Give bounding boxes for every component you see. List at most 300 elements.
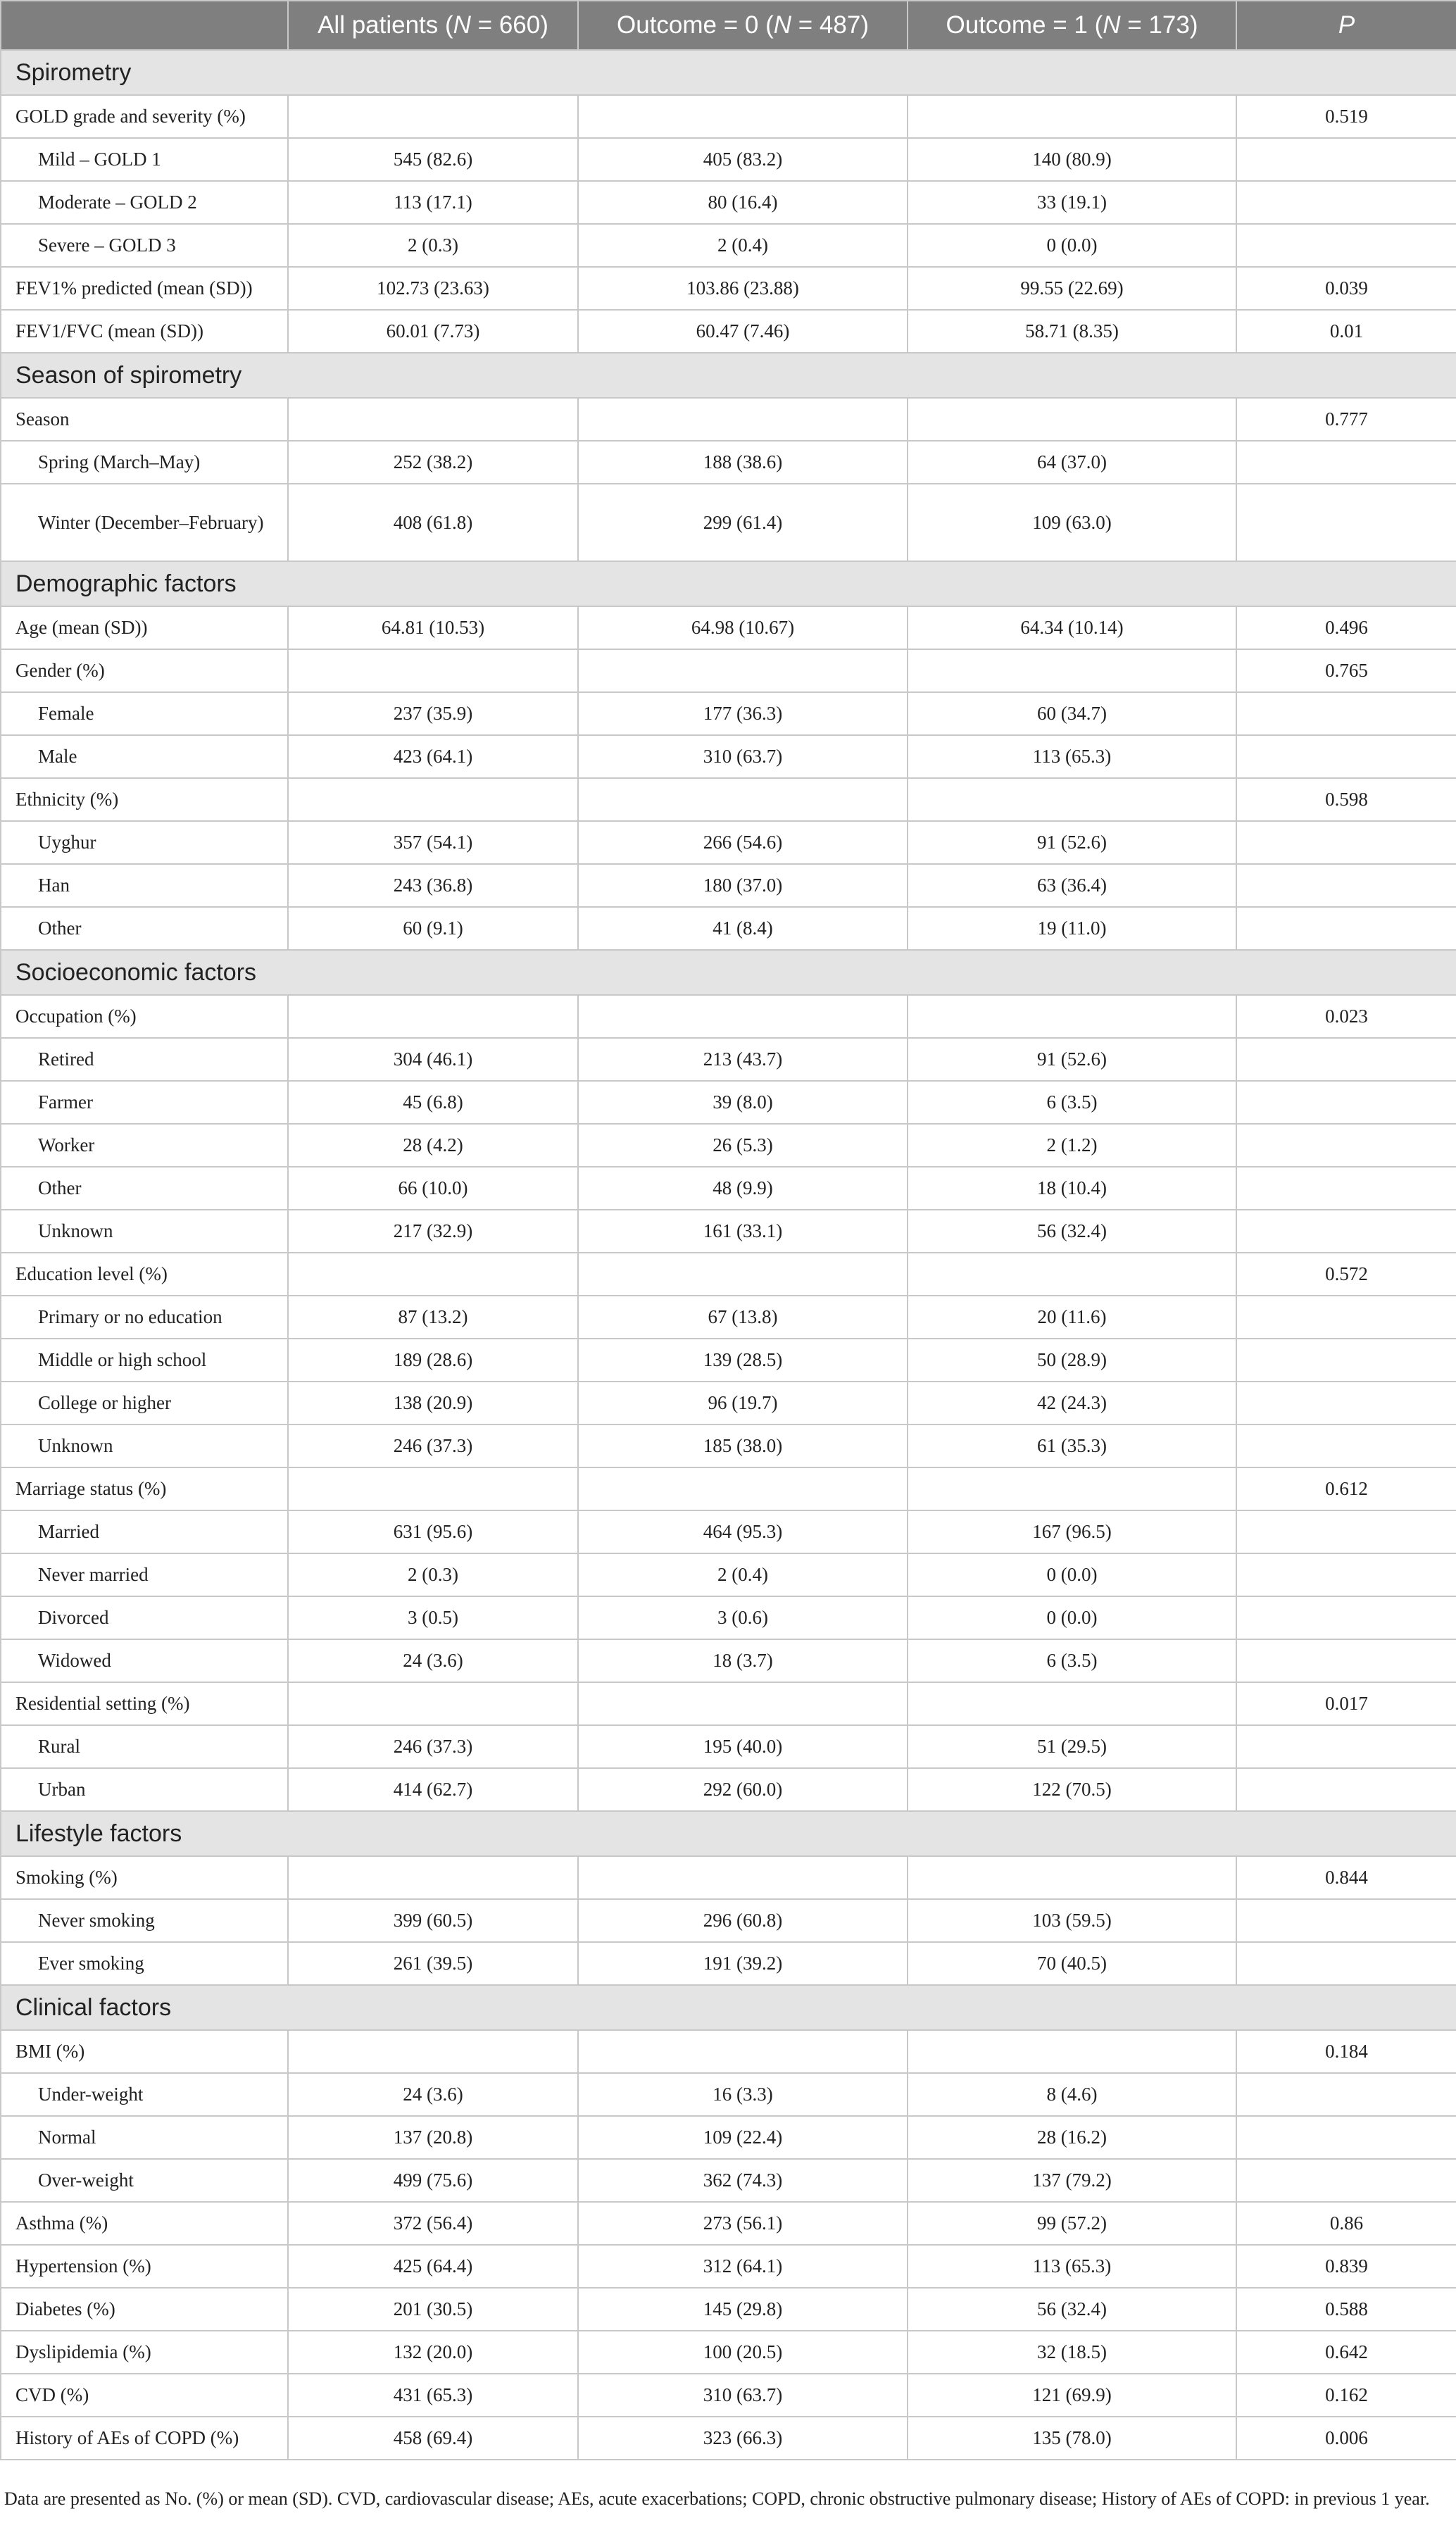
all-patients-cell: 357 (54.1) (288, 821, 578, 864)
outcome-1-cell: 113 (65.3) (908, 2245, 1236, 2288)
outcome-0-cell (578, 95, 908, 138)
all-patients-cell (288, 649, 578, 692)
all-patients-cell: 3 (0.5) (288, 1596, 578, 1639)
row-label-cell: Winter (December–February) (1, 484, 288, 561)
p-value-cell: 0.844 (1236, 1856, 1456, 1899)
table-row (1, 1167, 1456, 1210)
table-row (1, 1425, 1456, 1467)
table-row (1, 2202, 1456, 2245)
outcome-1-cell: 56 (32.4) (908, 2288, 1236, 2331)
row-label-cell: Divorced (1, 1596, 288, 1639)
row-label-cell: Normal (1, 2116, 288, 2159)
table-row (1, 1768, 1456, 1811)
row-label-cell: Ever smoking (1, 1942, 288, 1985)
row-label-cell: Other (1, 1167, 288, 1210)
row-label-cell: Farmer (1, 1081, 288, 1124)
row-label-cell: Other (1, 907, 288, 950)
outcome-0-cell: 185 (38.0) (578, 1425, 908, 1467)
p-value-cell: 0.612 (1236, 1467, 1456, 1510)
table-row (1, 606, 1456, 649)
p-value-cell: 0.023 (1236, 995, 1456, 1038)
outcome-1-cell: 103 (59.5) (908, 1899, 1236, 1942)
all-patients-cell: 261 (39.5) (288, 1942, 578, 1985)
all-patients-cell (288, 995, 578, 1038)
p-value-cell (1236, 864, 1456, 907)
all-patients-cell (288, 1856, 578, 1899)
outcome-0-cell: 405 (83.2) (578, 138, 908, 181)
table-row (1, 649, 1456, 692)
all-patients-cell: 28 (4.2) (288, 1124, 578, 1167)
row-label-cell: CVD (%) (1, 2374, 288, 2417)
p-value-cell: 0.777 (1236, 398, 1456, 441)
all-patients-cell: 189 (28.6) (288, 1339, 578, 1382)
all-patients-cell (288, 1682, 578, 1725)
outcome-0-cell: 213 (43.7) (578, 1038, 908, 1081)
table-row (1, 1942, 1456, 1985)
p-value-cell: 0.017 (1236, 1682, 1456, 1725)
outcome-0-cell: 64.98 (10.67) (578, 606, 908, 649)
p-value-cell (1236, 224, 1456, 267)
outcome-1-cell (908, 2030, 1236, 2073)
outcome-0-cell: 161 (33.1) (578, 1210, 908, 1253)
row-label-cell: Moderate – GOLD 2 (1, 181, 288, 224)
outcome-1-cell: 64.34 (10.14) (908, 606, 1236, 649)
p-value-cell (1236, 1124, 1456, 1167)
header-p-value: P (1236, 1, 1456, 50)
table-row (1, 181, 1456, 224)
all-patients-cell: 132 (20.0) (288, 2331, 578, 2374)
table-row (1, 821, 1456, 864)
table-row (1, 2245, 1456, 2288)
all-patients-cell: 64.81 (10.53) (288, 606, 578, 649)
table-row (1, 1038, 1456, 1081)
all-patients-cell (288, 398, 578, 441)
row-label-cell: Rural (1, 1725, 288, 1768)
table-footnote: Data are presented as No. (%) or mean (SD). CVD, cardiovascular disease; AEs, acute exacerbations; COPD, chronic obstructive pulmonary disease; History of AEs of COPD: in previous 1 year. (4, 2488, 1430, 2509)
outcome-0-cell: 310 (63.7) (578, 735, 908, 778)
row-label-cell: Dyslipidemia (%) (1, 2331, 288, 2374)
outcome-0-cell: 180 (37.0) (578, 864, 908, 907)
p-value-cell (1236, 138, 1456, 181)
table-header (1, 1, 1456, 50)
row-label-cell: Married (1, 1510, 288, 1553)
outcome-0-cell: 145 (29.8) (578, 2288, 908, 2331)
row-label-cell: GOLD grade and severity (%) (1, 95, 288, 138)
all-patients-cell (288, 95, 578, 138)
outcome-0-cell (578, 995, 908, 1038)
all-patients-cell: 2 (0.3) (288, 1553, 578, 1596)
table-row (1, 2159, 1456, 2202)
p-value-cell (1236, 1942, 1456, 1985)
row-label-cell: Severe – GOLD 3 (1, 224, 288, 267)
table-body (1, 50, 1456, 2460)
all-patients-cell: 24 (3.6) (288, 1639, 578, 1682)
outcome-1-cell: 113 (65.3) (908, 735, 1236, 778)
outcome-0-cell: 177 (36.3) (578, 692, 908, 735)
outcome-1-cell (908, 1682, 1236, 1725)
outcome-1-cell: 18 (10.4) (908, 1167, 1236, 1210)
outcome-0-cell: 109 (22.4) (578, 2116, 908, 2159)
table-row (1, 95, 1456, 138)
header-row (1, 1, 1456, 50)
outcome-1-cell: 122 (70.5) (908, 1768, 1236, 1811)
table-row (1, 1296, 1456, 1339)
p-value-cell: 0.162 (1236, 2374, 1456, 2417)
all-patients-cell: 414 (62.7) (288, 1768, 578, 1811)
outcome-1-cell: 8 (4.6) (908, 2073, 1236, 2116)
outcome-0-cell: 362 (74.3) (578, 2159, 908, 2202)
row-label-cell: FEV1% predicted (mean (SD)) (1, 267, 288, 310)
p-value-cell (1236, 1510, 1456, 1553)
section-header-row (1, 950, 1456, 995)
all-patients-cell: 372 (56.4) (288, 2202, 578, 2245)
all-patients-cell: 304 (46.1) (288, 1038, 578, 1081)
row-label-cell: Age (mean (SD)) (1, 606, 288, 649)
table-row (1, 864, 1456, 907)
row-label-cell: Urban (1, 1768, 288, 1811)
all-patients-cell (288, 2030, 578, 2073)
outcome-0-cell: 195 (40.0) (578, 1725, 908, 1768)
outcome-0-cell: 41 (8.4) (578, 907, 908, 950)
outcome-1-cell: 70 (40.5) (908, 1942, 1236, 1985)
outcome-1-cell: 99 (57.2) (908, 2202, 1236, 2245)
outcome-1-cell (908, 778, 1236, 821)
outcome-1-cell: 20 (11.6) (908, 1296, 1236, 1339)
outcome-0-cell (578, 1856, 908, 1899)
table-row (1, 2417, 1456, 2460)
header-label-cell (1, 1, 288, 50)
outcome-0-cell: 18 (3.7) (578, 1639, 908, 1682)
table-row (1, 735, 1456, 778)
row-label-cell: Asthma (%) (1, 2202, 288, 2245)
p-value-cell: 0.765 (1236, 649, 1456, 692)
p-value-cell: 0.839 (1236, 2245, 1456, 2288)
section-title: Socioeconomic factors (1, 950, 1456, 995)
outcome-1-cell (908, 398, 1236, 441)
outcome-0-cell (578, 778, 908, 821)
row-label-cell: Widowed (1, 1639, 288, 1682)
table-row (1, 1081, 1456, 1124)
outcome-0-cell: 2 (0.4) (578, 1553, 908, 1596)
outcome-0-cell (578, 1253, 908, 1296)
row-label-cell: Uyghur (1, 821, 288, 864)
p-value-cell (1236, 1210, 1456, 1253)
outcome-0-cell: 67 (13.8) (578, 1296, 908, 1339)
all-patients-cell: 631 (95.6) (288, 1510, 578, 1553)
row-label-cell: Never married (1, 1553, 288, 1596)
all-patients-cell (288, 1467, 578, 1510)
outcome-0-cell: 273 (56.1) (578, 2202, 908, 2245)
table-row (1, 1899, 1456, 1942)
table-row (1, 1553, 1456, 1596)
outcome-0-cell: 323 (66.3) (578, 2417, 908, 2460)
outcome-1-cell: 2 (1.2) (908, 1124, 1236, 1167)
all-patients-cell: 499 (75.6) (288, 2159, 578, 2202)
outcome-1-cell: 137 (79.2) (908, 2159, 1236, 2202)
table-row (1, 224, 1456, 267)
outcome-0-cell (578, 1467, 908, 1510)
outcome-0-cell: 26 (5.3) (578, 1124, 908, 1167)
table-row (1, 778, 1456, 821)
table-row (1, 2116, 1456, 2159)
all-patients-cell: 2 (0.3) (288, 224, 578, 267)
row-label-cell: Season (1, 398, 288, 441)
p-value-cell (1236, 1768, 1456, 1811)
outcome-1-cell: 6 (3.5) (908, 1639, 1236, 1682)
outcome-1-cell (908, 1467, 1236, 1510)
row-label-cell: Retired (1, 1038, 288, 1081)
section-header-row (1, 1811, 1456, 1856)
table-row (1, 1639, 1456, 1682)
outcome-0-cell: 60.47 (7.46) (578, 310, 908, 353)
outcome-0-cell: 188 (38.6) (578, 441, 908, 484)
table-row (1, 398, 1456, 441)
p-value-cell (1236, 907, 1456, 950)
outcome-0-cell (578, 2030, 908, 2073)
outcome-0-cell: 266 (54.6) (578, 821, 908, 864)
p-value-cell (1236, 821, 1456, 864)
p-value-cell (1236, 484, 1456, 561)
table-row (1, 1856, 1456, 1899)
p-value-cell (1236, 735, 1456, 778)
outcome-0-cell: 96 (19.7) (578, 1382, 908, 1425)
table-row (1, 1210, 1456, 1253)
p-value-cell (1236, 1382, 1456, 1425)
outcome-1-cell (908, 1856, 1236, 1899)
table-row (1, 1253, 1456, 1296)
table-row (1, 1339, 1456, 1382)
all-patients-cell: 45 (6.8) (288, 1081, 578, 1124)
row-label-cell: Han (1, 864, 288, 907)
outcome-1-cell: 33 (19.1) (908, 181, 1236, 224)
outcome-1-cell (908, 95, 1236, 138)
all-patients-cell: 87 (13.2) (288, 1296, 578, 1339)
outcome-1-cell: 99.55 (22.69) (908, 267, 1236, 310)
header-all-patients: All patients (N = 660) (288, 1, 578, 50)
table-row (1, 2030, 1456, 2073)
row-label-cell: Never smoking (1, 1899, 288, 1942)
outcome-0-cell: 48 (9.9) (578, 1167, 908, 1210)
outcome-0-cell: 139 (28.5) (578, 1339, 908, 1382)
all-patients-cell (288, 778, 578, 821)
table-row (1, 2331, 1456, 2374)
all-patients-cell: 252 (38.2) (288, 441, 578, 484)
p-value-cell: 0.572 (1236, 1253, 1456, 1296)
row-label-cell: Male (1, 735, 288, 778)
outcome-0-cell: 80 (16.4) (578, 181, 908, 224)
all-patients-cell: 243 (36.8) (288, 864, 578, 907)
all-patients-cell: 458 (69.4) (288, 2417, 578, 2460)
row-label-cell: Female (1, 692, 288, 735)
table-row (1, 441, 1456, 484)
p-value-cell (1236, 692, 1456, 735)
row-label-cell: Hypertension (%) (1, 2245, 288, 2288)
outcome-1-cell: 28 (16.2) (908, 2116, 1236, 2159)
p-value-cell: 0.496 (1236, 606, 1456, 649)
outcome-1-cell: 140 (80.9) (908, 138, 1236, 181)
outcome-0-cell: 103.86 (23.88) (578, 267, 908, 310)
outcome-0-cell: 296 (60.8) (578, 1899, 908, 1942)
outcome-1-cell: 167 (96.5) (908, 1510, 1236, 1553)
table-row (1, 2073, 1456, 2116)
table-row (1, 995, 1456, 1038)
p-value-cell: 0.598 (1236, 778, 1456, 821)
header-outcome-0: Outcome = 0 (N = 487) (578, 1, 908, 50)
table-row (1, 1596, 1456, 1639)
all-patients-cell: 246 (37.3) (288, 1725, 578, 1768)
table-row (1, 484, 1456, 561)
p-value-cell: 0.86 (1236, 2202, 1456, 2245)
section-title: Lifestyle factors (1, 1811, 1456, 1856)
row-label-cell: Occupation (%) (1, 995, 288, 1038)
p-value-cell (1236, 1038, 1456, 1081)
outcome-1-cell: 58.71 (8.35) (908, 310, 1236, 353)
all-patients-cell: 201 (30.5) (288, 2288, 578, 2331)
all-patients-cell: 24 (3.6) (288, 2073, 578, 2116)
row-label-cell: Under-weight (1, 2073, 288, 2116)
p-value-cell: 0.006 (1236, 2417, 1456, 2460)
outcome-0-cell: 100 (20.5) (578, 2331, 908, 2374)
outcome-1-cell: 0 (0.0) (908, 1596, 1236, 1639)
row-label-cell: Primary or no education (1, 1296, 288, 1339)
section-title: Clinical factors (1, 1985, 1456, 2030)
outcome-0-cell: 16 (3.3) (578, 2073, 908, 2116)
row-label-cell: Worker (1, 1124, 288, 1167)
all-patients-cell: 66 (10.0) (288, 1167, 578, 1210)
row-label-cell: BMI (%) (1, 2030, 288, 2073)
all-patients-cell: 423 (64.1) (288, 735, 578, 778)
row-label-cell: Diabetes (%) (1, 2288, 288, 2331)
row-label-cell: Education level (%) (1, 1253, 288, 1296)
p-value-cell (1236, 1167, 1456, 1210)
all-patients-cell: 408 (61.8) (288, 484, 578, 561)
outcome-1-cell: 50 (28.9) (908, 1339, 1236, 1382)
outcome-1-cell: 60 (34.7) (908, 692, 1236, 735)
outcome-1-cell: 6 (3.5) (908, 1081, 1236, 1124)
outcome-1-cell: 51 (29.5) (908, 1725, 1236, 1768)
table-row (1, 2288, 1456, 2331)
row-label-cell: College or higher (1, 1382, 288, 1425)
all-patients-cell: 545 (82.6) (288, 138, 578, 181)
section-title: Spirometry (1, 50, 1456, 95)
p-value-cell: 0.184 (1236, 2030, 1456, 2073)
all-patients-cell: 138 (20.9) (288, 1382, 578, 1425)
outcome-1-cell: 0 (0.0) (908, 224, 1236, 267)
outcome-1-cell (908, 1253, 1236, 1296)
p-value-cell (1236, 1899, 1456, 1942)
outcome-1-cell (908, 995, 1236, 1038)
all-patients-cell: 237 (35.9) (288, 692, 578, 735)
row-label-cell: Residential setting (%) (1, 1682, 288, 1725)
outcome-0-cell: 312 (64.1) (578, 2245, 908, 2288)
row-label-cell: Marriage status (%) (1, 1467, 288, 1510)
all-patients-cell: 60 (9.1) (288, 907, 578, 950)
table-row (1, 1124, 1456, 1167)
all-patients-cell: 137 (20.8) (288, 2116, 578, 2159)
row-label-cell: Smoking (%) (1, 1856, 288, 1899)
row-label-cell: Ethnicity (%) (1, 778, 288, 821)
outcome-0-cell: 299 (61.4) (578, 484, 908, 561)
outcome-0-cell: 3 (0.6) (578, 1596, 908, 1639)
outcome-1-cell: 56 (32.4) (908, 1210, 1236, 1253)
outcome-1-cell: 0 (0.0) (908, 1553, 1236, 1596)
all-patients-cell: 113 (17.1) (288, 181, 578, 224)
row-label-cell: History of AEs of COPD (%) (1, 2417, 288, 2460)
outcome-1-cell: 109 (63.0) (908, 484, 1236, 561)
outcome-0-cell: 2 (0.4) (578, 224, 908, 267)
p-value-cell (1236, 1553, 1456, 1596)
row-label-cell: Over-weight (1, 2159, 288, 2202)
all-patients-cell: 425 (64.4) (288, 2245, 578, 2288)
table-row (1, 1725, 1456, 1768)
row-label-cell: Gender (%) (1, 649, 288, 692)
outcome-0-cell: 464 (95.3) (578, 1510, 908, 1553)
section-title: Demographic factors (1, 561, 1456, 606)
p-value-cell: 0.519 (1236, 95, 1456, 138)
all-patients-cell: 102.73 (23.63) (288, 267, 578, 310)
all-patients-cell: 431 (65.3) (288, 2374, 578, 2417)
outcome-1-cell: 91 (52.6) (908, 821, 1236, 864)
row-label-cell: FEV1/FVC (mean (SD)) (1, 310, 288, 353)
outcome-0-cell: 191 (39.2) (578, 1942, 908, 1985)
outcome-0-cell (578, 398, 908, 441)
row-label-cell: Middle or high school (1, 1339, 288, 1382)
table-row (1, 692, 1456, 735)
outcome-0-cell (578, 1682, 908, 1725)
p-value-cell (1236, 1725, 1456, 1768)
all-patients-cell (288, 1253, 578, 1296)
table-row (1, 1467, 1456, 1510)
outcome-0-cell: 39 (8.0) (578, 1081, 908, 1124)
row-label-cell: Mild – GOLD 1 (1, 138, 288, 181)
table-row (1, 907, 1456, 950)
table-row (1, 138, 1456, 181)
outcome-1-cell (908, 649, 1236, 692)
outcome-1-cell: 91 (52.6) (908, 1038, 1236, 1081)
outcome-0-cell: 292 (60.0) (578, 1768, 908, 1811)
p-value-cell (1236, 181, 1456, 224)
p-value-cell: 0.039 (1236, 267, 1456, 310)
outcome-0-cell (578, 649, 908, 692)
section-header-row (1, 1985, 1456, 2030)
outcome-1-cell: 63 (36.4) (908, 864, 1236, 907)
section-title: Season of spirometry (1, 353, 1456, 398)
p-value-cell (1236, 1339, 1456, 1382)
outcome-1-cell: 135 (78.0) (908, 2417, 1236, 2460)
all-patients-cell: 217 (32.9) (288, 1210, 578, 1253)
p-value-cell (1236, 1596, 1456, 1639)
outcome-0-cell: 310 (63.7) (578, 2374, 908, 2417)
row-label-cell: Spring (March–May) (1, 441, 288, 484)
table-row (1, 267, 1456, 310)
outcome-1-cell: 32 (18.5) (908, 2331, 1236, 2374)
p-value-cell (1236, 1639, 1456, 1682)
table-row (1, 1510, 1456, 1553)
header-outcome-1: Outcome = 1 (N = 173) (908, 1, 1236, 50)
p-value-cell (1236, 2073, 1456, 2116)
all-patients-cell: 399 (60.5) (288, 1899, 578, 1942)
p-value-cell (1236, 2159, 1456, 2202)
row-label-cell: Unknown (1, 1210, 288, 1253)
p-value-cell: 0.01 (1236, 310, 1456, 353)
outcome-1-cell: 121 (69.9) (908, 2374, 1236, 2417)
table-row (1, 1682, 1456, 1725)
outcome-1-cell: 61 (35.3) (908, 1425, 1236, 1467)
p-value-cell (1236, 1425, 1456, 1467)
p-value-cell: 0.642 (1236, 2331, 1456, 2374)
p-value-cell (1236, 1081, 1456, 1124)
all-patients-cell: 246 (37.3) (288, 1425, 578, 1467)
